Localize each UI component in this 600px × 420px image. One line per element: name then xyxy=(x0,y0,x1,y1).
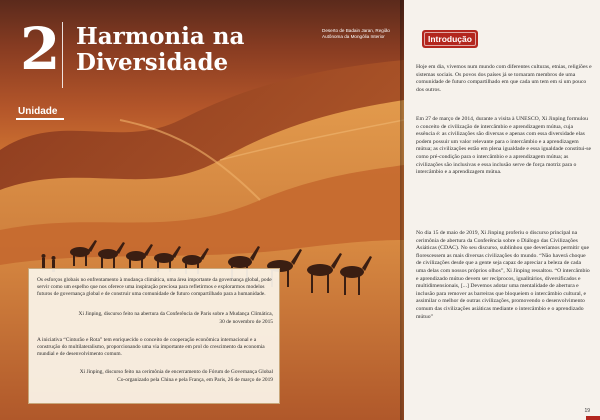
intro-paragraph-3: No dia 15 de maio de 2019, Xi Jinping proferiu o discurso principal na cerimônia de abertura da Conferência sobre o Diálogo das Civilizações Asiáticas (CDAC). No seu discurso, sublinhou que deveríamos permitir que florescessem as mais diversas civilizações do mundo. “Não haverá choque de civilizações desde que a gente seja capaz de apreciar a beleza de cada uma delas com nossos próprios olhos”, Xi Jinping ressaltou. “O intercâmbio e aprendizado mútuo devem ser recíprocos, igualitários, diversificados e multidimensionais, [...] Devemos adotar uma mentalidade de abertura e inclusão para remover as barreiras que bloqueiem o intercâmbio cultural, e assimilar o melhor de outras civilizações, promovendo o desenvolvimento comum das civilizações asiáticas mediante o intercâmbio e o aprendizado mútuo” xyxy=(416,230,590,320)
quote-2-attribution: Xi Jinping, discurso feito na cerimônia de encerramento do Fórum de Governança Global xyxy=(79,369,273,375)
title-line-2: Diversidade xyxy=(76,49,229,76)
quote-2: A iniciativa “Cinturão e Rota” tem enriquecido o conceito de cooperação econômica internacional e a construção do multilateralismo, proporcionando uma via importante em prol do crescimento da economia mundial e de desenvolvimento comum. xyxy=(37,337,265,358)
corner-mark xyxy=(586,416,600,420)
quote-1-date: 30 de novembro de 2015 xyxy=(219,319,273,325)
divider xyxy=(62,22,63,88)
page-title xyxy=(76,24,296,76)
quote-1: Os esforços globais no enfrentamento à mudança climática, uma área importante da governança global, pode servir como um espelho que nos oferece uma inspiração preciosa para refletirmos e explorarmos modelos futuros de governança global e de construir uma comunidade de futuro compartilhado para a humanidade. xyxy=(37,277,272,298)
page-number: 19 xyxy=(584,408,590,414)
intro-badge: Introdução xyxy=(422,30,478,48)
unit-label: Unidade xyxy=(18,106,58,117)
unit-rule xyxy=(16,118,64,120)
title-line-1: Harmonia na xyxy=(76,23,245,50)
quote-box xyxy=(28,268,280,404)
quote-2-attribution-line-2: Co-organizado pela China e pela França, em Paris, 26 de março de 2019 xyxy=(117,377,273,383)
right-page xyxy=(404,0,600,420)
intro-paragraph-1: Hoje em dia, vivemos num mundo com diferentes culturas, etnias, religiões e sistemas sociais. Os povos dos países já se tornaram membros de uma comunidade de futuro compartilhado em que cada um tem em si um pouco dos outros. xyxy=(416,64,592,93)
intro-paragraph-2: Em 27 de março de 2014, durante a visita à UNESCO, Xi Jinping formulou o conceito de civilização de intercâmbio e aprendizagem mútua, cuja essência é: as civilizações são diversas e apenas com essa diversidade elas podem possuir um valor relevante para o intercâmbio e a aprendizagem mútua; as civilizações estão em plena igualdade e essa igualdade constitui-se como pré-condição para o intercâmbio e a aprendizagem mútua; as civilizações são inclusivas e essa inclusão serve de força motriz para o intercâmbio e a aprendizagem mútua. xyxy=(416,116,591,176)
unit-number: 2 xyxy=(20,15,61,83)
unit-block xyxy=(6,15,68,117)
quote-1-attribution: Xi Jinping, discurso feito na abertura da Conferência de Paris sobre a Mudança Climática, xyxy=(78,311,273,317)
photo-caption: Deserto de Badain Jaran, Região Autônoma da Mongólia Interior xyxy=(322,28,390,39)
